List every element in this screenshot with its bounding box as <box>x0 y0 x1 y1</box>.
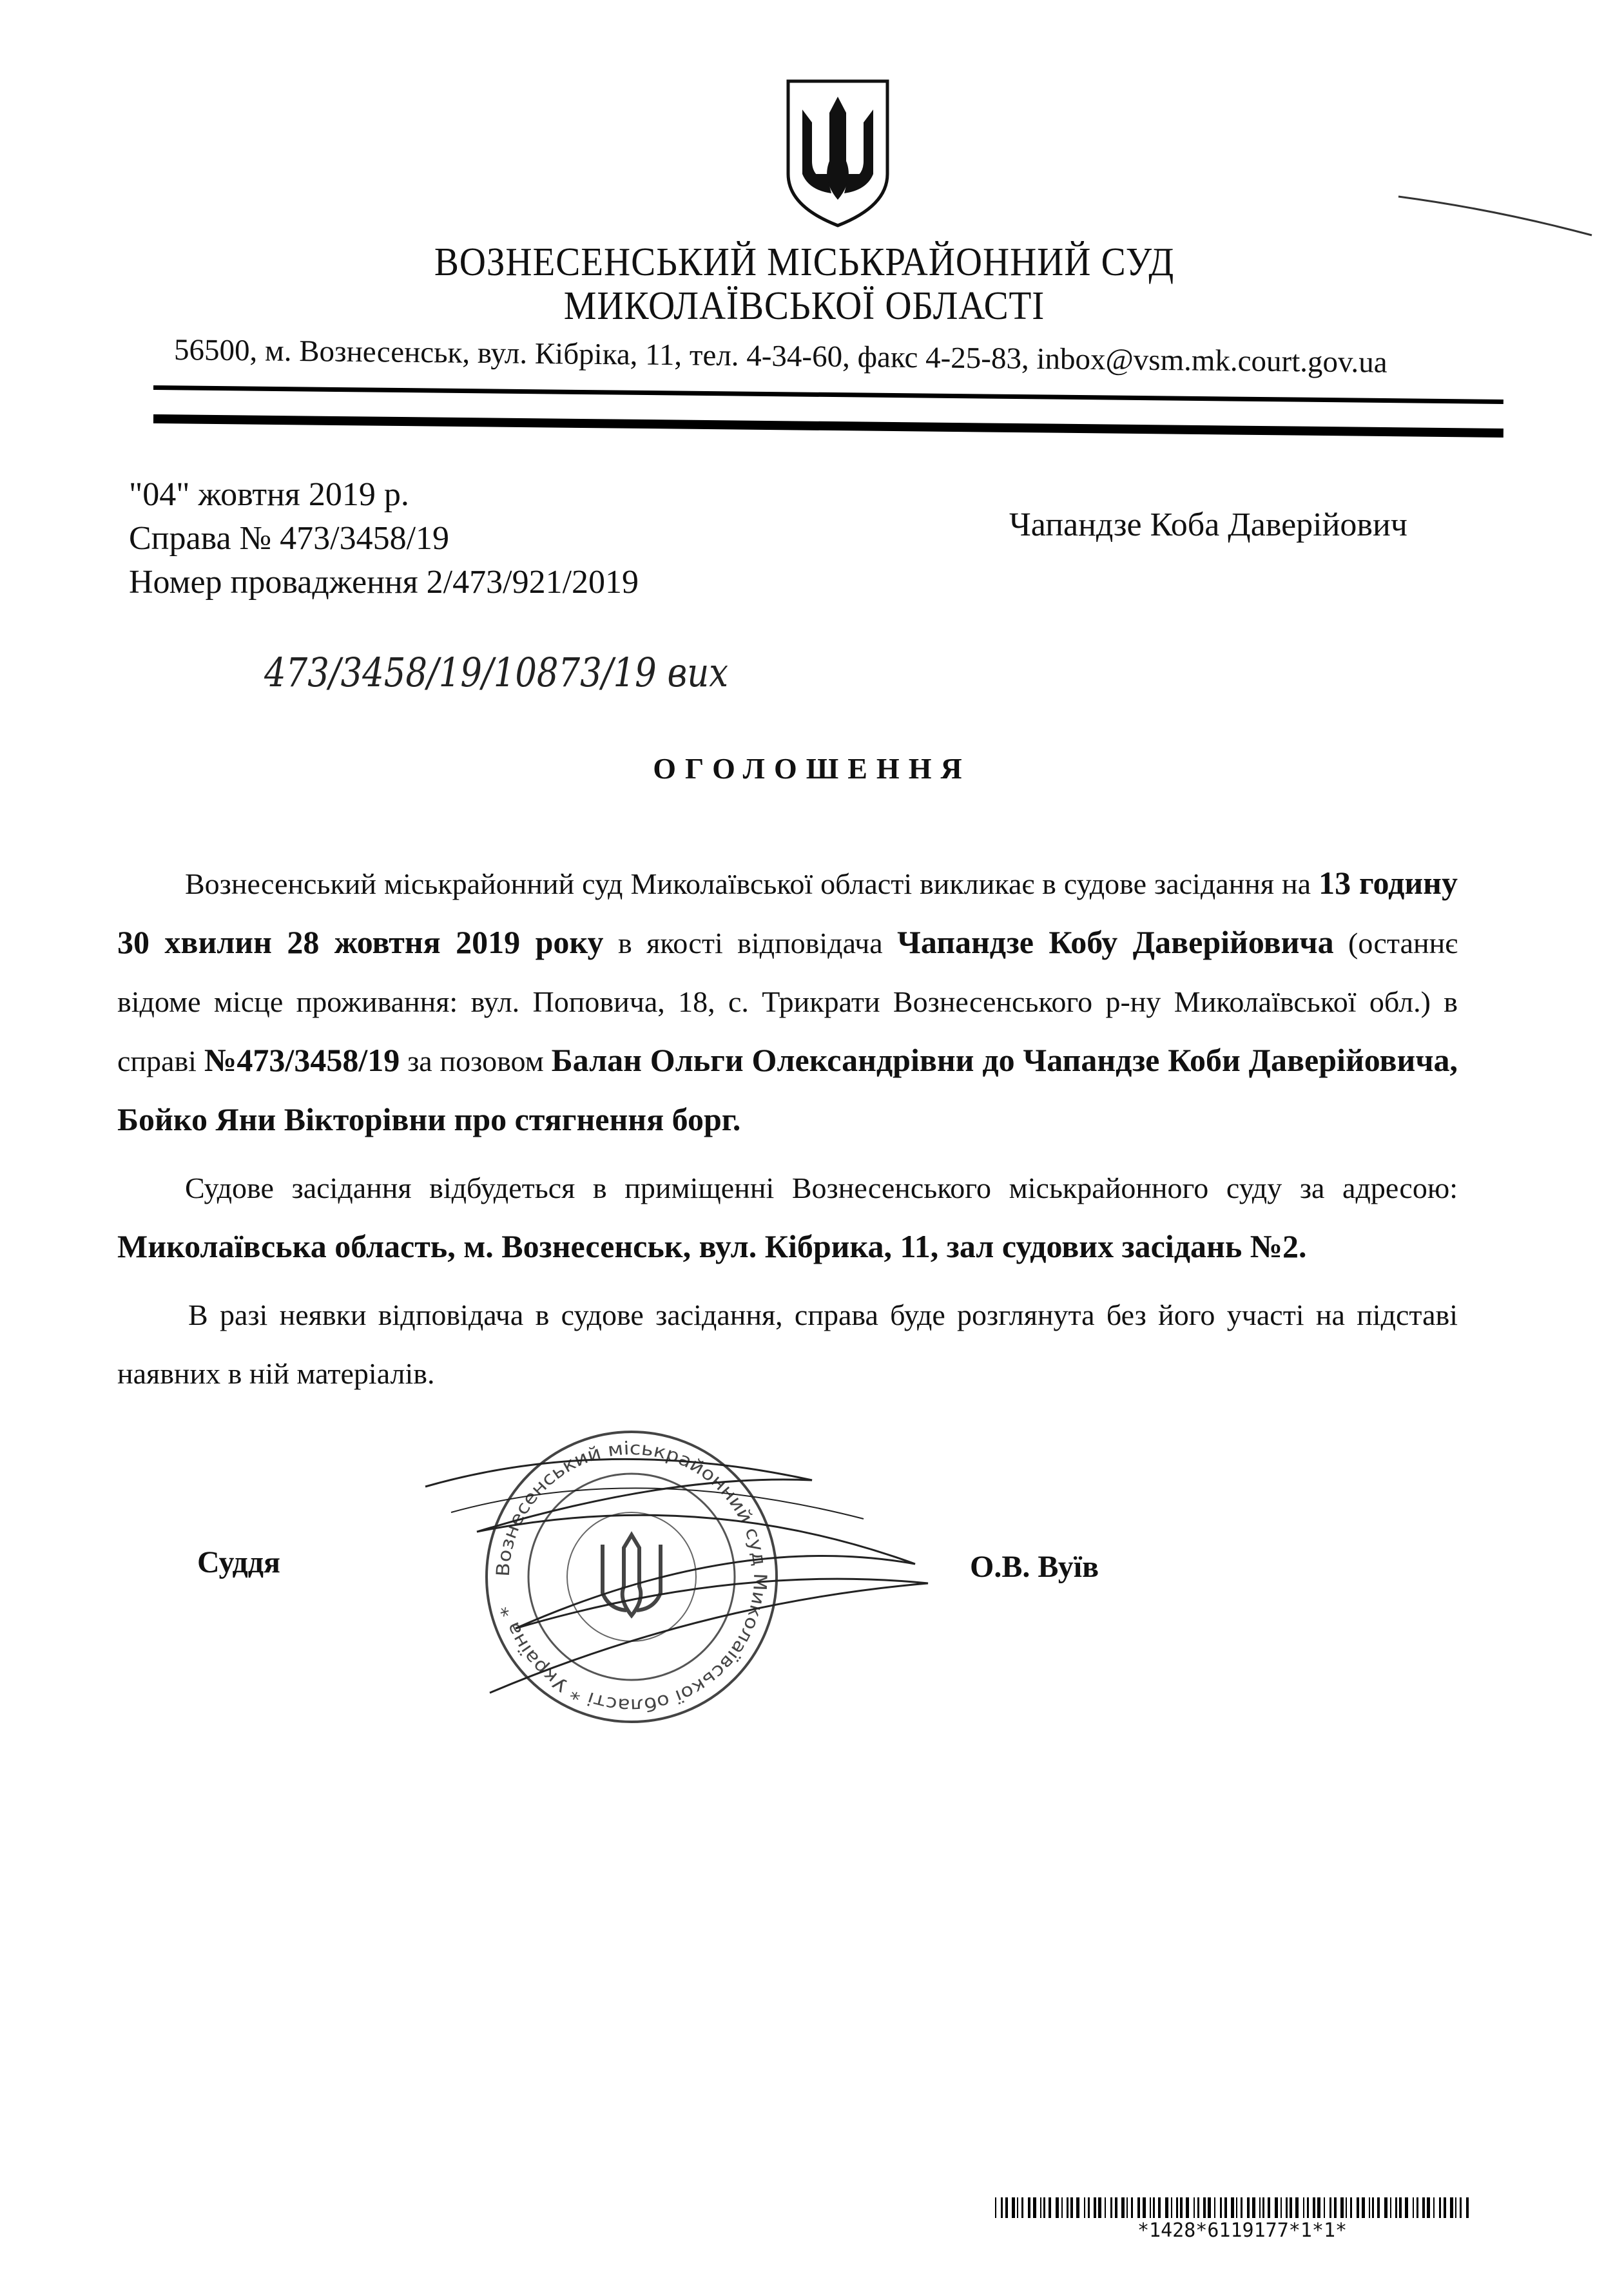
barcode-bar <box>1236 2197 1237 2218</box>
bold-text-segment: Балан Ольги Олександрівни до Чапандзе Коби Даверійовича, Бойко Яни Вікторівни про стягнення борг. <box>117 1042 1458 1137</box>
barcode-bar <box>1324 2197 1325 2218</box>
barcode-bar <box>1049 2197 1051 2218</box>
barcode-bar <box>1176 2197 1178 2218</box>
barcode-bar <box>1076 2197 1079 2218</box>
announcement-heading: ОГОЛОШЕННЯ <box>653 752 971 785</box>
barcode-bar <box>1350 2197 1352 2218</box>
barcode-bar <box>1317 2197 1320 2218</box>
text-segment: за позовом <box>400 1045 552 1077</box>
barcode-bar <box>1416 2197 1418 2218</box>
barcode-bar <box>1126 2197 1128 2218</box>
barcode-bar <box>1455 2197 1456 2218</box>
text-segment: (останнє відоме місце проживання: вул. Поповича, 18, с. Трикрати Вознесенського р-ну Миколаївської обл.) в справі <box>117 927 1458 1077</box>
barcode-bar <box>1286 2197 1288 2218</box>
barcode-bar <box>1372 2197 1374 2218</box>
barcode-bar <box>1241 2197 1242 2218</box>
barcode-bar <box>1281 2197 1282 2218</box>
barcode-bar <box>1121 2197 1125 2218</box>
barcode-bar <box>1056 2197 1059 2218</box>
barcode-bar <box>1313 2197 1315 2218</box>
barcode-bar <box>1021 2197 1023 2218</box>
barcode-bar <box>1399 2197 1402 2218</box>
barcode-bar <box>1307 2197 1309 2218</box>
barcode-bar <box>1001 2197 1003 2218</box>
barcode <box>995 2197 1472 2218</box>
barcode-bar <box>1369 2197 1370 2218</box>
barcode-bar <box>1115 2197 1117 2218</box>
barcode-bar <box>1224 2197 1227 2218</box>
barcode-bar <box>1005 2197 1008 2218</box>
barcode-bar <box>1033 2197 1036 2218</box>
document-date: "04" жовтня 2019 р. <box>129 476 409 513</box>
barcode-bar <box>1220 2197 1222 2218</box>
barcode-bar <box>1143 2197 1146 2218</box>
barcode-bar <box>1158 2197 1161 2218</box>
header-rule-thick <box>153 414 1503 438</box>
announcement-body <box>117 854 1458 1738</box>
judge-label: Суддя <box>197 1545 280 1579</box>
judge-signature <box>412 1435 941 1706</box>
text-segment: в якості відповідача <box>603 927 898 960</box>
barcode-bar <box>1439 2197 1441 2218</box>
barcode-bar <box>1433 2197 1435 2218</box>
paragraph-summons <box>117 854 1458 1150</box>
barcode-bar <box>1028 2197 1030 2218</box>
barcode-bar <box>995 2197 996 2218</box>
barcode-bar <box>1012 2197 1015 2218</box>
seal-text: Вознесенський міськрайонний суд Миколаївської області * Україна * <box>492 1437 771 1717</box>
header-rule-thin <box>153 385 1503 404</box>
signature-block <box>117 1422 1458 1738</box>
court-name-line1: ВОЗНЕСЕНСЬКИЙ МІСЬКРАЙОННИЙ СУД <box>434 240 1175 284</box>
court-address: 56500, м. Вознесенськ, вул. Кібріка, 11, тел. 4-34-60, факс 4-25-83, inbox@vsm.mk.court.gov.ua <box>173 333 1387 380</box>
barcode-bar <box>1150 2197 1151 2218</box>
barcode-bar <box>1186 2197 1189 2218</box>
handwritten-outgoing-number <box>251 635 741 706</box>
bold-text-segment: Чапандзе Кобу Даверійовича <box>897 924 1334 960</box>
barcode-bar <box>1346 2197 1347 2218</box>
barcode-number: *1428*6119177*1*1* <box>1137 2219 1348 2242</box>
barcode-bar <box>1460 2197 1462 2218</box>
barcode-bar <box>1362 2197 1365 2218</box>
barcode-bar <box>1070 2197 1073 2218</box>
text-segment: Вознесенський міськрайонний суд Миколаївської області викликає в судове засідання на <box>185 867 1319 900</box>
barcode-bar <box>1165 2197 1168 2218</box>
barcode-bar <box>1208 2197 1211 2218</box>
barcode-bar <box>1094 2197 1096 2218</box>
barcode-bar <box>1231 2197 1234 2218</box>
barcode-bar <box>1098 2197 1101 2218</box>
barcode-bar <box>1427 2197 1430 2218</box>
barcode-bar <box>1340 2197 1344 2218</box>
barcode-bar <box>1017 2197 1018 2218</box>
bold-text-segment: Миколаївська область, м. Вознесенськ, вул. Кібрика, 11, зал судових засідань №2. <box>117 1228 1307 1264</box>
barcode-bar <box>1040 2197 1041 2218</box>
text-segment: В разі неявки відповідача в судове засідання, справа буде розглянута без його участі на підставі наявних в ній матеріалів. <box>117 1298 1458 1390</box>
ukraine-trident-emblem-icon <box>783 77 893 229</box>
barcode-bar <box>1043 2197 1045 2218</box>
barcode-bar <box>1384 2197 1387 2218</box>
barcode-bar <box>1377 2197 1380 2218</box>
bold-text-segment: №473/3458/19 <box>204 1042 400 1078</box>
barcode-bar <box>1422 2197 1425 2218</box>
handwritten-text: 473/3458/19/10873/19 вих <box>264 649 729 696</box>
barcode-bar <box>1334 2197 1337 2218</box>
barcode-bar <box>1180 2197 1183 2218</box>
barcode-bar <box>1247 2197 1250 2218</box>
barcode-bar <box>1295 2197 1299 2218</box>
barcode-bar <box>1275 2197 1278 2218</box>
barcode-bar <box>1131 2197 1133 2218</box>
court-name-line2: МИКОЛАЇВСЬКОЇ ОБЛАСТІ <box>563 284 1045 328</box>
proceeding-number: Номер провадження 2/473/921/2019 <box>129 564 639 601</box>
barcode-bar <box>1303 2197 1304 2218</box>
barcode-bar <box>1290 2197 1292 2218</box>
barcode-bar <box>1197 2197 1199 2218</box>
barcode-bar <box>1413 2197 1414 2218</box>
barcode-bar <box>1067 2197 1068 2218</box>
barcode-bar <box>1061 2197 1063 2218</box>
barcode-bar <box>1088 2197 1090 2218</box>
paragraph-absence-notice <box>117 1286 1458 1403</box>
judge-name: О.В. Вуїв <box>970 1550 1099 1584</box>
barcode-bar <box>1252 2197 1255 2218</box>
barcode-bar <box>1390 2197 1391 2218</box>
barcode-bar <box>1171 2197 1172 2218</box>
barcode-bar <box>1137 2197 1140 2218</box>
barcode-bar <box>1329 2197 1331 2218</box>
paragraph-hearing-location <box>117 1159 1458 1277</box>
barcode-bar <box>1466 2197 1469 2218</box>
barcode-bar <box>1444 2197 1446 2218</box>
barcode-bar <box>1214 2197 1215 2218</box>
barcode-bar <box>1450 2197 1453 2218</box>
barcode-bar <box>1405 2197 1408 2218</box>
barcode-bar <box>1153 2197 1155 2218</box>
barcode-bar <box>1395 2197 1397 2218</box>
barcode-bar <box>1262 2197 1264 2218</box>
text-segment: Судове засідання відбудеться в приміщенні Вознесенського міськрайонного суду за адресою: <box>185 1172 1458 1204</box>
barcode-bar <box>1259 2197 1261 2218</box>
barcode-bar <box>1105 2197 1106 2218</box>
bold-text-segment: 13 годину 30 хвилин 28 жовтня 2019 року <box>117 865 1458 960</box>
barcode-bar <box>1194 2197 1195 2218</box>
case-number: Справа № 473/3458/19 <box>129 520 450 557</box>
barcode-bar <box>1203 2197 1206 2218</box>
scratch-mark <box>1398 190 1592 242</box>
barcode-bar <box>1110 2197 1112 2218</box>
barcode-bar <box>1268 2197 1270 2218</box>
recipient-name: Чапандзе Коба Даверійович <box>1009 506 1407 543</box>
barcode-bar <box>1357 2197 1359 2218</box>
barcode-bar <box>1084 2197 1085 2218</box>
